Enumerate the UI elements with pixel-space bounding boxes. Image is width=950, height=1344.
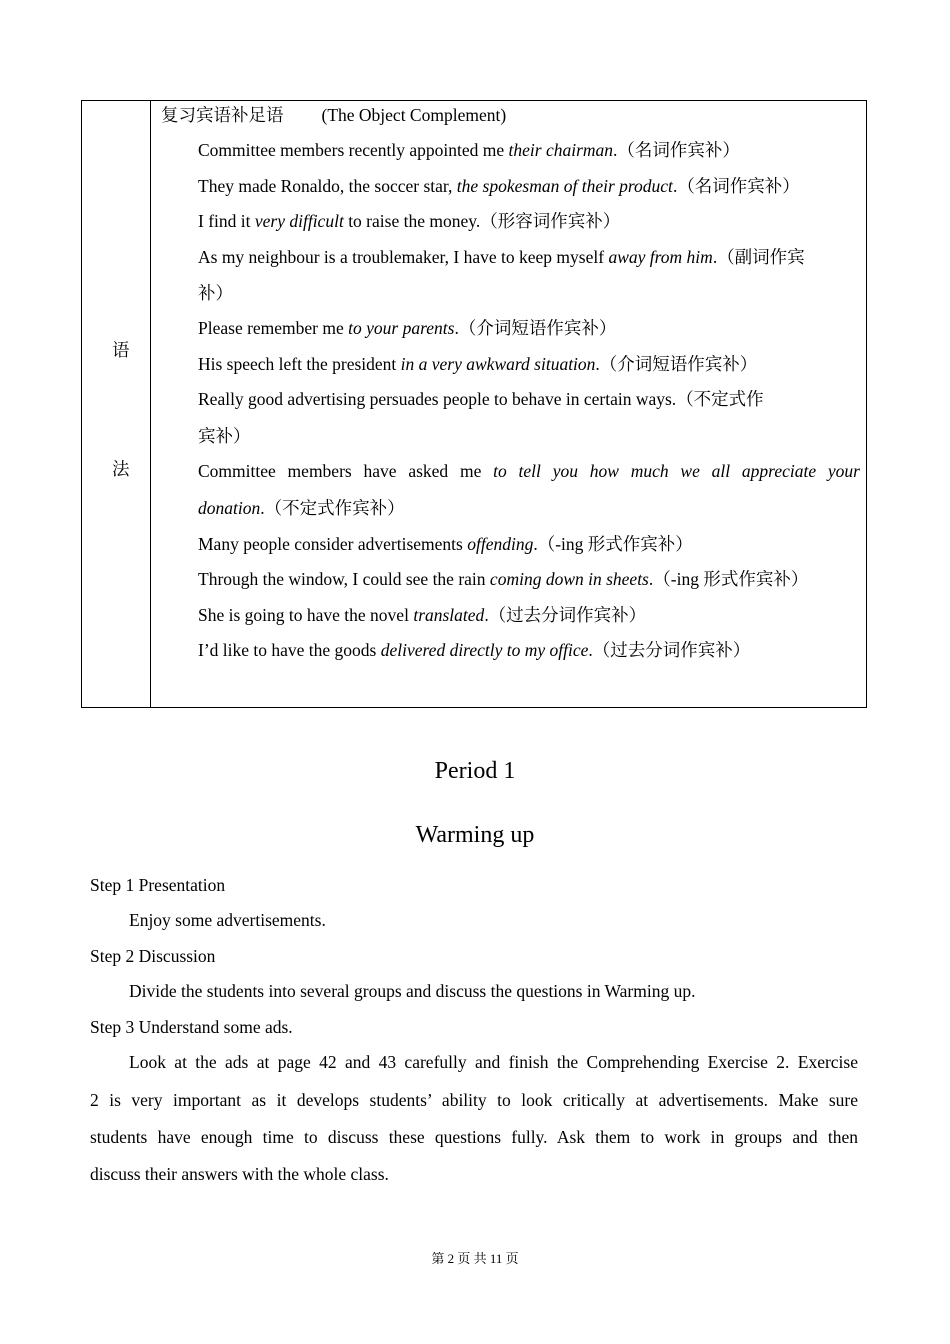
table-title-cn: 复习宾语补足语	[161, 105, 284, 125]
step-title: Step 1 Presentation	[90, 875, 226, 895]
step-body-line: Look at the ads at page 42 and 43 carefully and finish the Comprehending Exercise 2. Exercise	[129, 1052, 858, 1072]
example-line: They made Ronaldo, the soccer star, the spokesman of their product.（名词作宾补）	[198, 176, 800, 196]
example-line: Please remember me to your parents.（介词短语作宾补）	[198, 318, 617, 338]
step-body-line: discuss their answers with the whole class.	[90, 1164, 389, 1184]
example-line: Through the window, I could see the rain coming down in sheets.（-ing 形式作宾补）	[198, 569, 809, 589]
example-line-continued: 宾补）	[198, 426, 251, 446]
side-label-grammar-2: 法	[112, 459, 130, 479]
example-line: Committee members have asked me to tell you how much we all appreciate your	[198, 461, 860, 481]
example-line: His speech left the president in a very awkward situation.（介词短语作宾补）	[198, 354, 758, 374]
step-title: Step 2 Discussion	[90, 946, 216, 966]
page-footer: 第 2 页 共 11 页	[431, 1251, 519, 1266]
example-line-continued: 补）	[198, 283, 233, 303]
section-title: Warming up	[415, 822, 535, 848]
example-line-continued: donation.（不定式作宾补）	[198, 498, 405, 518]
step-body-line: students have enough time to discuss these questions fully. Ask them to work in groups and then	[90, 1127, 858, 1147]
example-line: She is going to have the novel translated.（过去分词作宾补）	[198, 605, 647, 625]
example-line: Committee members recently appointed me their chairman.（名词作宾补）	[198, 140, 740, 160]
example-line: Many people consider advertisements offending.（-ing 形式作宾补）	[198, 534, 693, 554]
side-label-grammar-1: 语	[112, 340, 130, 360]
step-body: Enjoy some advertisements.	[129, 910, 326, 930]
table-title-en: (The Object Complement)	[321, 105, 507, 125]
step-body-line: 2 is very important as it develops students’ ability to look critically at advertisements. Make sure	[90, 1090, 858, 1110]
period-title: Period 1	[434, 758, 516, 784]
step-title: Step 3 Understand some ads.	[90, 1017, 293, 1037]
grammar-table	[81, 100, 867, 708]
example-line: I’d like to have the goods delivered directly to my office.（过去分词作宾补）	[198, 640, 751, 660]
table-divider	[150, 101, 151, 707]
example-line: As my neighbour is a troublemaker, I have to keep myself away from him.（副词作宾	[198, 247, 805, 267]
step-body: Divide the students into several groups and discuss the questions in Warming up.	[129, 981, 696, 1001]
example-line: Really good advertising persuades people to behave in certain ways.（不定式作	[198, 389, 764, 409]
example-line: I find it very difficult to raise the money.（形容词作宾补）	[198, 211, 621, 231]
table-title	[161, 107, 506, 125]
